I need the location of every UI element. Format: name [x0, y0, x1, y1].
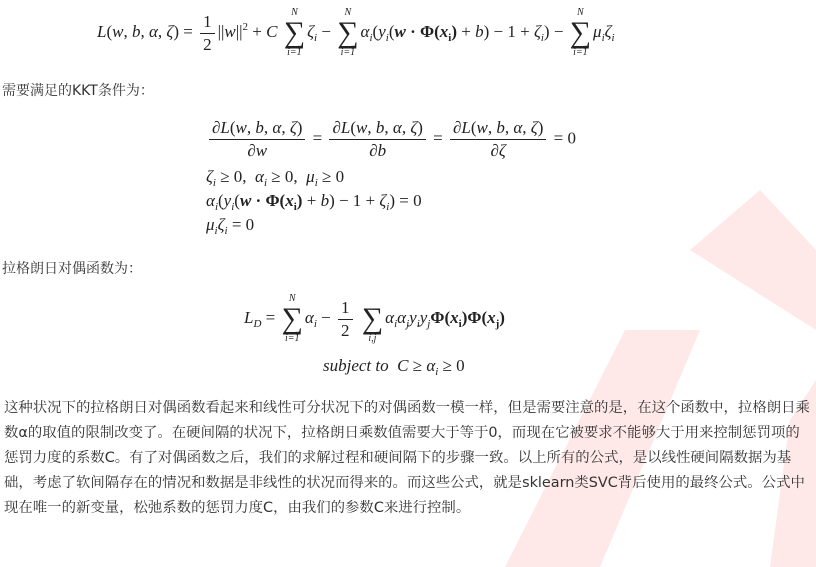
- kkt-gradient-equation: $\frac{\partial L(w, b, \alpha, \zeta)}{\partial w}$ = $\frac{\partial L(w, b, \alpha, \zeta)}{\partial b}$ = $\frac{\partial L(w, b, \alpha, \zeta)}{\partial\zeta}$ = 0: [206, 118, 576, 161]
- dual-function-equation: $L_D$ = N ∑ i=1 $\alpha_i$ − $\frac{1}{2}$ ∑ i,j $\alpha_i\alpha_jy_iy_j\Phi(x_i)\Phi(x_j)$: [244, 293, 505, 344]
- explanation-paragraph: 这种状况下的拉格朗日对偶函数看起来和线性可分状况下的对偶函数一模一样，但是需要注意的是，在这个函数中，拉格朗日乘数α的取值的限制改变了。在硬间隔的状况下，拉格朗日乘数值需要大于等于0，而现在它被要求不能够大于用来控制惩罚项的惩罚力度的系数C。有了对偶函数之后，我们的求解过程和硬间隔下的步骤一致。以上所有的公式，是以线性硬间隔数据为基础，考虑了软间隔存在的情况和数据是非线性的状况而得来的。而这些公式，就是sklearn类SVC背后使用的最终公式。公式中现在唯一的新变量，松弛系数的惩罚力度C，由我们的参数C来进行控制。: [4, 400, 810, 516]
- dual-label: 拉格朗日对偶函数为：: [2, 261, 142, 277]
- kkt-nonnegativity: $\zeta_i \ge 0$, $\alpha_i \ge 0$, $\mu_i \ge 0$: [206, 167, 345, 189]
- dual-constraint: subject to $C \ge \alpha_i \ge 0$: [323, 356, 465, 378]
- lagrangian-equation: L(w, b, α, ζ) = $\frac{1}{2}$ $||w||^2 + C$ N ∑ i=1 $\zeta_i$ − N ∑ i=1 $\alpha_i(y_i(w \cdot \Phi(x_i) + b) - 1 + \zeta_i)$ − N ∑ i=1 $\mu_i\zeta_i$: [97, 7, 615, 58]
- kkt-complementary-mu: $\mu_i\zeta_i = 0$: [206, 215, 255, 237]
- kkt-label: 需要满足的KKT条件为：: [2, 83, 154, 99]
- watermark-stroke: [690, 190, 816, 330]
- kkt-complementary-alpha: $\alpha_i(y_i(w \cdot \Phi(x_i) + b) - 1 + \zeta_i) = 0$: [206, 191, 422, 213]
